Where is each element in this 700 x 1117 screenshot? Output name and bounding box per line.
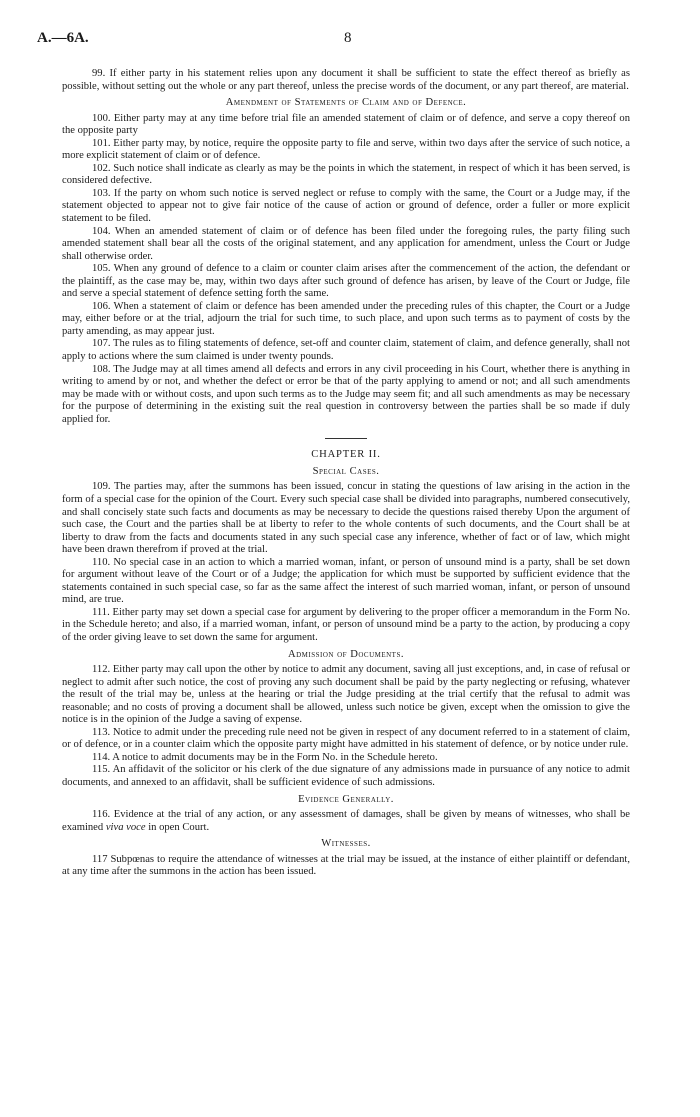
- paragraph-100: 100. Either party may at any time before trial file an amended statement of claim or of defence, and serve a copy thereof on the opposite party: [62, 112, 630, 137]
- paragraph-117: 117 Subpœnas to require the attendance of witnesses at the trial may be issued, at the instance of either plaintiff or defendant, at any time after the summons in the action has been issued.: [62, 853, 630, 878]
- paragraph-99: 99. If either party in his statement relies upon any document it shall be sufficient to state the effect thereof as briefly as possible, without setting out the whole or any part thereof, unless the precise words of the document, or any part thereof, are material.: [62, 68, 630, 92]
- paragraph-108: 108. The Judge may at all times amend all defects and errors in any civil proceeding in his Court, whether there is anything in writing to amend by or not, and whether the defect or error be that of the party applying to amend or not; and all such amendments may be made with or without costs, and upon such terms as to the Judge may seem fit; and all such amendments as may be necessary for the purpose of determining in the existing suit the real question in controversy between the parties shall be so made if duly applied for.: [62, 363, 630, 425]
- paragraph-105: 105. When any ground of defence to a claim or counter claim arises after the commencement of the action, the defendant or the plaintiff, as the case may be, may, within two days after such ground of defence has arisen, by leave of the Court or Judge, file and serve a special statement of defence setting forth the same.: [62, 263, 630, 300]
- paragraph-115: 115. An affidavit of the solicitor or his clerk of the due signature of any admissions made in pursuance of any notice to admit documents, and annexed to an affidavit, shall be sufficient evidence of such admissions.: [62, 764, 630, 788]
- paragraph-116: 116. Evidence at the trial of any action, or any assessment of damages, shall be given by means of witnesses, who shall be examined viva voce in open Court.: [62, 809, 630, 833]
- section-heading-admission: Admission of Documents.: [287, 648, 405, 660]
- paragraph-106: 106. When a statement of claim or defence has been amended under the preceding rules of this chapter, the Court or a Judge may, either before or at the trial, adjourn the trial for such time, to such place, and upon such terms as to payment of costs by the party amending, as may appear just.: [62, 300, 630, 337]
- chapter-heading: CHAPTER II.: [311, 449, 381, 461]
- paragraph-112: 112. Either party may call upon the other by notice to admit any document, saving all just exceptions, and, in case of refusal or neglect to admit after such notice, the cost of proving any such document shall be paid by the party neglecting or refusing, whatever the result of the trial may be, unless at the hearing or trial the Judge presiding at the trial certify that the refusal to admit was reasonable; and no costs of proving a document shall be allowed, unless such notice be given, except when the omission to give the notice is in the opinion of the Judge a saving of expense.: [62, 664, 630, 726]
- paragraph-111: 111. Either party may set down a special case for argument by delivering to the proper officer a memorandum in the Form No. in the Schedule hereto; and also, if a married woman, infant, or person of unsound mind be a party to the action, by producing a copy of the order giving leave to set down the same for argument.: [62, 606, 630, 643]
- paragraph-109: 109. The parties may, after the summons has been issued, concur in stating the questions of law arising in the action in the form of a special case for the opinion of the Court. Every such special case shall be divided into paragraphs, numbered consecutively, and shall concisely state such facts and documents as may be necessary to decide the questions raised thereby Upon the argument of such case, the Court and the parties shall be at liberty to refer to the whole contents of such documents, and the Court shall be at liberty to draw from the facts and documents stated in any such special case any inference, whether of fact or of law, which might have been drawn therefrom if proved at the trial.: [62, 481, 630, 556]
- section-divider: [325, 438, 367, 439]
- page-number: 8: [344, 30, 352, 46]
- document-body: [62, 68, 630, 879]
- section-heading-evidence: Evidence Generally.: [298, 793, 394, 805]
- paragraph-113: 113. Notice to admit under the preceding rule need not be given in respect of any document referred to in a statement of claim, or of defence, or in a counter claim which the opposite party might have admitted in his statement of defence, or by notice under rule.: [62, 726, 630, 751]
- paragraph-104: 104. When an amended statement of claim or of defence has been filed under the foregoing rules, the party filing such amended statement shall bear all the costs of the original statement, and any application for amendment, unless the Court or Judge shall otherwise order.: [62, 225, 630, 262]
- section-heading-amendment: Amendment of Statements of Claim and of Defence.: [225, 97, 467, 109]
- section-heading-special-cases: Special Cases.: [312, 465, 380, 477]
- section-heading-witnesses: Witnesses.: [321, 838, 371, 850]
- paragraph-102: 102. Such notice shall indicate as clearly as may be the points in which the statement, in respect of which it has been served, is considered defective.: [62, 162, 630, 187]
- document-reference: A.—6A.: [37, 30, 89, 46]
- paragraph-110: 110. No special case in an action to which a married woman, infant, or person of unsound mind is a party, shall be set down for argument without leave of the Court or of a Judge; the application for which must be supported by sufficient evidence that the statements contained in such special case, so far as the same affect the interest of such married woman, infant, or person of unsound mind, are true.: [62, 556, 630, 606]
- paragraph-103: 103. If the party on whom such notice is served neglect or refuse to comply with the same, the Court or a Judge may, if the statement objected to appear not to give fair notice of the cause of action or ground of defence, order a fuller or more explicit statement to be filed.: [62, 187, 630, 225]
- paragraph-101: 101. Either party may, by notice, require the opposite party to file and serve, within two days after the service of such notice, a more explicit statement of claim or of defence.: [62, 137, 630, 162]
- paragraph-114: 114. A notice to admit documents may be in the Form No. in the Schedule hereto.: [92, 751, 438, 763]
- paragraph-107: 107. The rules as to filing statements of defence, set-off and counter claim, statement of claim, and defence generally, shall not apply to actions where the sum claimed is under twenty pounds.: [62, 338, 630, 363]
